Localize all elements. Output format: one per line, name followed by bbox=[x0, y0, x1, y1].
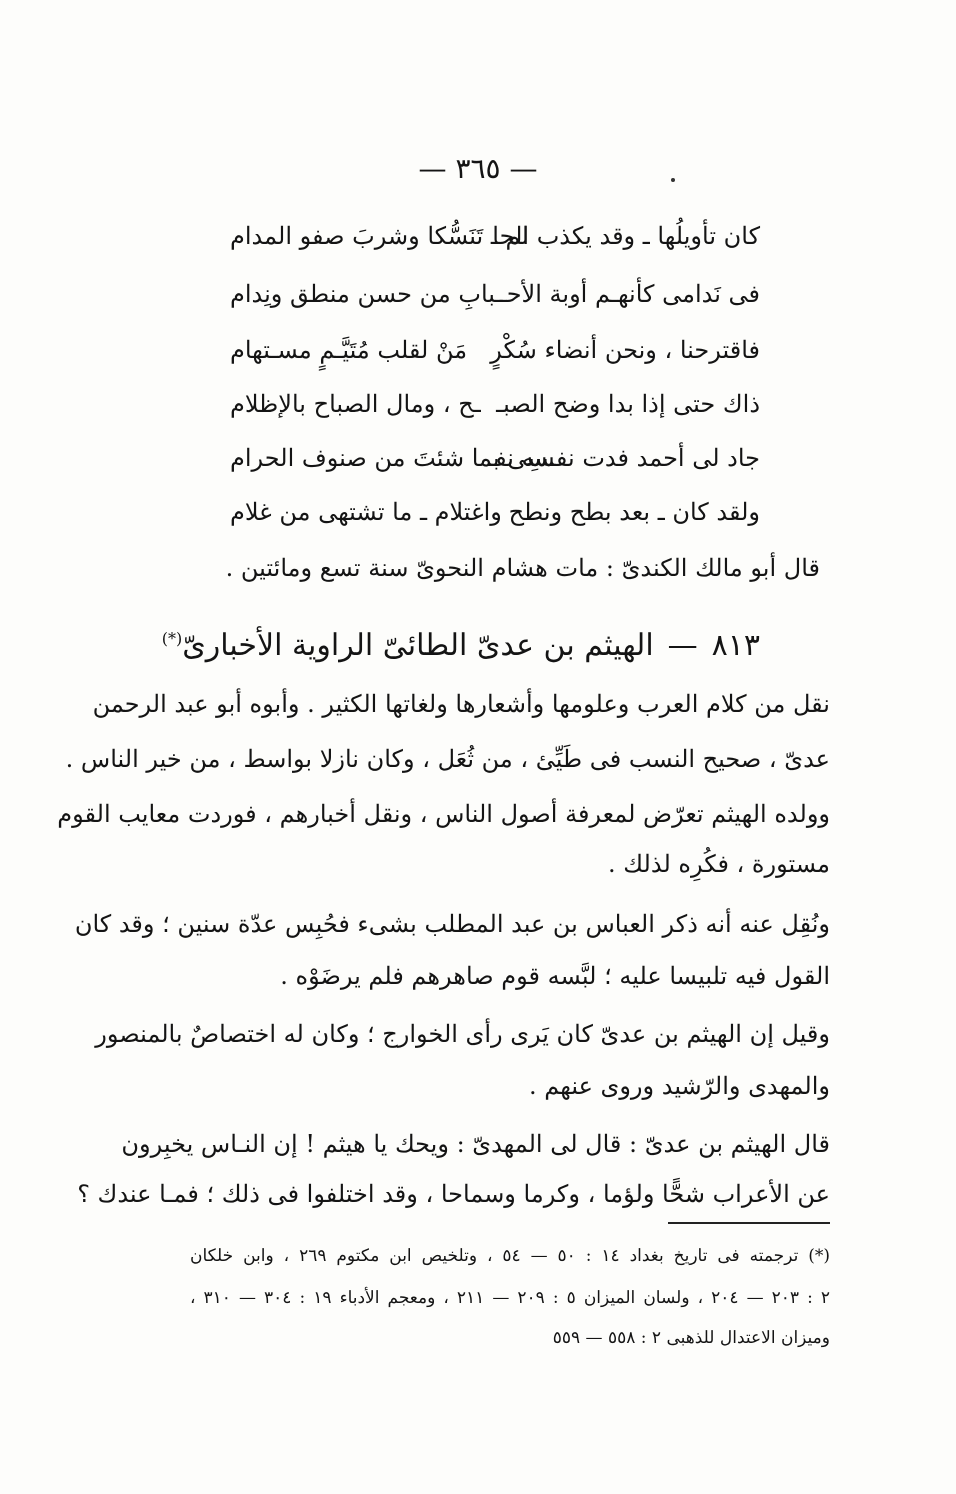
footnote-line: وميزان الاعتدال للذهبى ٢ : ٥٥٨ — ٥٥٩ bbox=[552, 1328, 830, 1348]
verse-first-hemistich: ولقد كان ـ بعد بطح ونطح bbox=[508, 498, 760, 526]
paragraph-line: ونُقِل عنه أنه ذكر العباس بن عبد المطلب بشىء فحُبِس عدّة سنين ؛ وقد كان bbox=[74, 910, 830, 938]
verse-second-hemistich: لم ـ تَنَسُّكا وشربَ صفو المدام bbox=[230, 222, 529, 250]
footnote-marker: (*) bbox=[161, 629, 183, 648]
verse-first-hemistich: ذاك حتى إذا بدا وضح الصبـ bbox=[496, 390, 760, 418]
verse-second-hemistich: ـسِى بما شئتَ من صنوف الحرام bbox=[230, 444, 556, 472]
paragraph-line: عدىّ ، صحيح النسب فى طَيِّئ ، من ثُعَل ، وكان نازلا بواسط ، من خير الناس . bbox=[65, 745, 830, 773]
verse-second-hemistich: ـح ، ومال الصباح بالإظلام bbox=[230, 390, 481, 418]
entry-number: ٨١٣ bbox=[711, 628, 760, 663]
verse-first-hemistich: كان تأويلُها ـ وقد يكذب الحا bbox=[492, 222, 760, 250]
verse-first-hemistich: فاقترحنا ، ونحن أنضاء سُكْرٍ bbox=[490, 336, 760, 364]
verse-row bbox=[230, 444, 760, 488]
paragraph-line: مستورة ، فكُرِه لذلك . bbox=[608, 850, 830, 878]
footnote-divider bbox=[668, 1222, 830, 1224]
footnote-line: (*) ترجمته فى تاريخ بغداد ١٤ : ٥٠ — ٥٤ ، وتلخيص ابن مكتوم ٢٦٩ ، وابن خلكان bbox=[190, 1246, 830, 1266]
paragraph-line: والمهدى والرّشيد وروى عنهم . bbox=[529, 1072, 830, 1100]
entry-title: الهيثم بن عدىّ الطائىّ الراوية الأخبارىّ bbox=[182, 628, 654, 663]
paragraph-line: نقل من كلام العرب وعلومها وأشعارها ولغاتها الكثير . وأبوه أبو عبد الرحمن bbox=[92, 690, 830, 718]
verse-row bbox=[230, 390, 760, 434]
page-number: — ٣٦٥ — bbox=[418, 152, 538, 185]
verse-row bbox=[230, 280, 760, 324]
paragraph-line: عن الأعراب شحًّا ولؤما ، وكرما وسماحا ، وقد اختلفوا فى ذلك ؛ فمـا عندك ؟ bbox=[77, 1180, 830, 1208]
paragraph-line: قال الهيثم بن عدىّ : قال لى المهدىّ : ويحك يا هيثم ! إن النـاس يخبِرون bbox=[121, 1130, 830, 1158]
verse-first-hemistich: جاد لى أحمد فدت نفسه نفـ bbox=[488, 444, 760, 472]
footnote-line: ٢ : ٢٠٣ — ٢٠٤ ، ولسان الميزان ٥ : ٢٠٩ — ٢١١ ، ومعجم الأدباء ١٩ : ٣٠٤ — ٣١٠ ، bbox=[190, 1288, 830, 1308]
entry-heading bbox=[161, 628, 760, 663]
verse-second-hemistich: واغتلام ـ ما تشتهى من غلام bbox=[230, 498, 502, 526]
ink-dot bbox=[671, 178, 675, 182]
paragraph-line: وقيل إن الهيثم بن عدىّ كان يَرى رأى الخوارج ؛ وكان له اختصاصٌ بالمنصور bbox=[95, 1020, 830, 1048]
verse-second-hemistich: مَنْ لقلب مُتَيَّـمٍ مسـتهام bbox=[230, 336, 468, 364]
paragraph-line: القول فيه تلبيسا عليه ؛ لبَّسه قوم صاهرهم فلم يرضَوْه . bbox=[280, 962, 830, 990]
closing-note: قال أبو مالك الكندىّ : مات هشام النحوىّ سنة تسع ومائتين . bbox=[225, 554, 820, 582]
verse-row bbox=[230, 336, 760, 380]
paragraph-line: وولده الهيثم تعرّض لمعرفة أصول الناس ، ونقل أخبارهم ، فوردت معايب القوم bbox=[57, 800, 830, 828]
verse-row bbox=[230, 222, 760, 266]
verse-second-hemistich: ـبابِ من حسن منطق ونِدام bbox=[230, 280, 503, 308]
entry-dash: — bbox=[667, 628, 698, 663]
verse-first-hemistich: فى نَدامى كأنهـم أوبة الأحـ bbox=[499, 280, 760, 308]
verse-row bbox=[230, 498, 760, 542]
